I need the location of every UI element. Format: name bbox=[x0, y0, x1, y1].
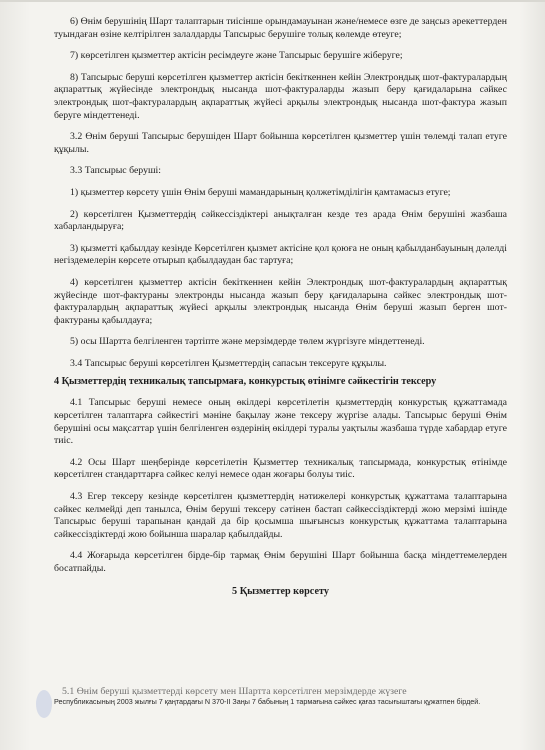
paragraph-4-4: 4.4 Жоғарыда көрсетілген бірде-бір тармақ Өнім берушіні Шарт бойынша басқа міндеттемелерден босатпайды. bbox=[54, 550, 507, 574]
paragraph-6: 6) Өнім берушінің Шарт талаптарын тиісінше орындамауынан және/немесе өзге де заңсыз әрекеттерден туындаған өзіне келтірілген залалдарды Тапсырыс берушіге толық көлемде өтеуге; bbox=[54, 16, 507, 40]
paragraph-3-2: 3.2 Өнім беруші Тапсырыс берушіден Шарт бойынша көрсетілген қызметтер үшін төлемді талап етуге құқылы. bbox=[54, 131, 507, 155]
paragraph-7: 7) көрсетілген қызметтер актісін ресімдеуге және Тапсырыс берушіге жіберуге; bbox=[70, 50, 403, 62]
section-4-heading: 4 Қызметтердің техникалық тапсырмаға, конкурстық өтінімге сәйкестігін тексеру bbox=[54, 376, 437, 388]
stamp-mark bbox=[36, 690, 52, 718]
paragraph-3-3: 3.3 Тапсырыс беруші: bbox=[70, 165, 161, 177]
paragraph-3-3-5: 5) осы Шартта белгіленген тәртіпте және мерзімдерде төлем жүргізуге міндеттенеді. bbox=[70, 336, 425, 348]
paragraph-8: 8) Тапсырыс беруші көрсетілген қызметтер актісін бекіткеннен кейін Электрондық шот-фактуралардың ақпараттық жүйесінде электрондық нысанда шот-фактураларды жазып беру қағидаларына сәйкес электрондық шот-фактуралардың ақпараттық жүйесі арқылы электрондық нысанда шот-фактура жазып беруге міндеттенеді. bbox=[54, 71, 507, 121]
paragraph-5-1: 5.1 Өнім беруші қызметтерді көрсету мен Шартта көрсетілген мерзімдерде жүзеге bbox=[62, 686, 407, 697]
paragraph-3-3-2: 2) көрсетілген Қызметтердің сәйкессіздіктері анықталған кезде тез арада Өнім берушіні жазбаша хабарландыруға; bbox=[54, 208, 507, 233]
section-5-heading: 5 Қызметтер көрсету bbox=[232, 585, 329, 597]
electronic-document-footer bbox=[54, 687, 507, 707]
paragraph-4-1: 4.1 Тапсырыс беруші немесе оның өкілдері көрсетілетін қызметтердің конкурстық құжаттамада көрсетілген талаптарға сәйкестігі мәніне бақылау және тексеру жүргізе алады. Тапсырыс беруші Өнім берушіні осы мақсаттар үшін белгіленген өздерінің өкілдері туралы уақтылы жазбаша түрде хабардар етуге тиіс. bbox=[54, 397, 507, 447]
paragraph-3-3-3: 3) қызметті қабылдау кезінде Көрсетілген қызмет актісіне қол қоюға не оның қабылданбауының дәлелді негіздемелерін көрсете отырып қабылдаудан бас тартуға; bbox=[54, 242, 507, 267]
paragraph-3-4: 3.4 Тапсырыс беруші көрсетілген Қызметтердің сапасын тексеруге құқылы. bbox=[70, 357, 387, 369]
paragraph-3-3-4: 4) көрсетілген қызметтер актісін бекіткеннен кейін Электрондық шот-фактуралардың ақпараттық жүйесінде шот-фактураны электронды нысанда жазып беру қағидаларына сәйкес электрондық шот-фактуралардың ақпараттық жүйесі арқылы электрондық нысанда Өнім беруші жазып берген шот-фактураны қабылдауға; bbox=[54, 276, 507, 326]
paragraph-4-2: 4.2 Осы Шарт шеңберінде көрсетілетін Қызметтер техникалық тапсырмада, конкурстық өтінімде көрсетілген стандарттарға сәйкес келуі немесе одан жоғары болуы тиіс. bbox=[54, 456, 507, 481]
footer-text: Республикасының 2003 жылғы 7 қаңтардағы N 370-II Заңы 7 бабының 1 тармағына сәйкес қағаз тасығыштағы құжатпен бірдей. bbox=[54, 697, 481, 706]
paragraph-3-3-1: 1) қызметтер көрсету үшін Өнім беруші мамандарының қолжетімділігін қамтамасыз етуге; bbox=[70, 186, 451, 198]
paragraph-4-3: 4.3 Егер тексеру кезінде көрсетілген қызметтердің нәтижелері конкурстық құжаттама талаптарына сәйкес келмейді деп танылса, Өнім беруші тексеру сәтінен бастап сәйкессіздіктерді жою мерзімі ішінде Тапсырыс беруші тарапынан қандай да бір қосымша шығынсыз конкурстық құжаттама талаптарына сәйкессіздіктерді жою бойынша шаралар қабылдайды. bbox=[54, 491, 507, 540]
page-edge bbox=[0, 0, 545, 2]
